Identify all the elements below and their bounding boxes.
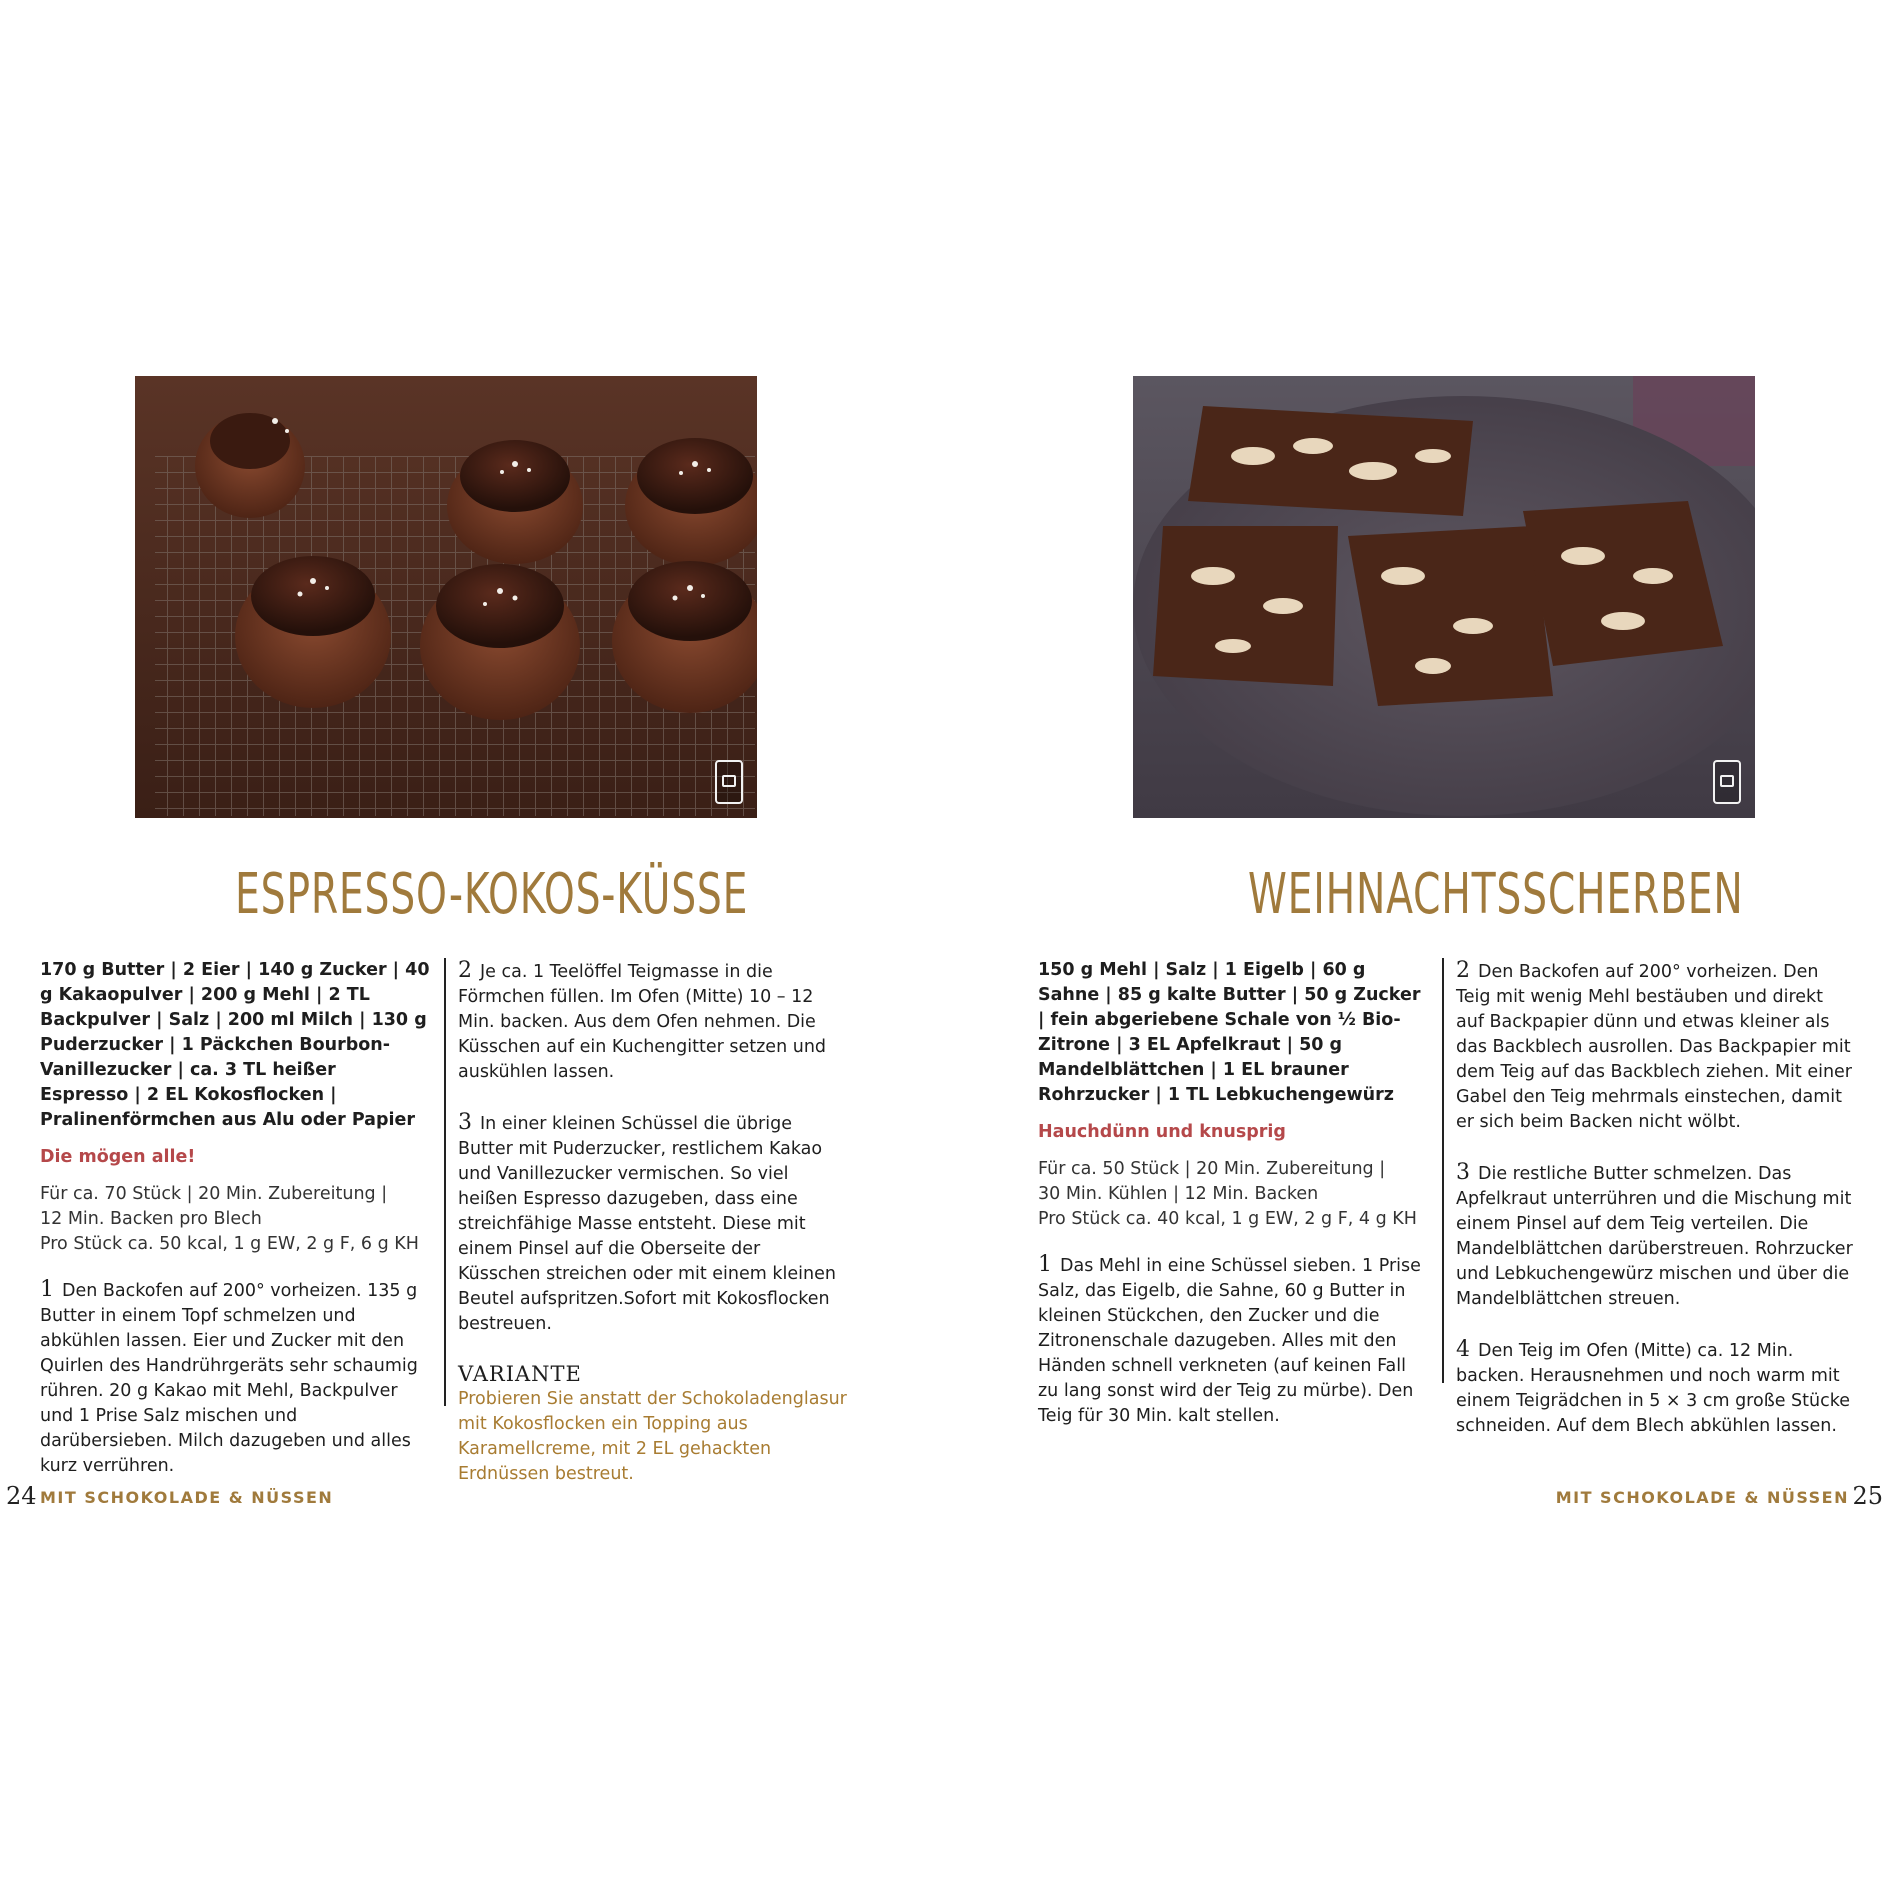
page-number-left: 24 (6, 1482, 37, 1510)
chapter-footer-left: MIT SCHOKOLADE & NÜSSEN (40, 1488, 334, 1507)
variant-heading: VARIANTE (458, 1362, 582, 1386)
recipe-title-right: WEIHNACHTSSCHERBEN (1248, 862, 1744, 927)
step-4-right: 4 Den Teig im Ofen (Mitte) ca. 12 Min. backen. Herausnehmen und noch warm mit einem Teigrädchen in 5 × 3 cm große Stücke schneiden. Auf dem Blech abkühlen lassen. (1456, 1337, 1851, 1436)
step-2-left: 2 Je ca. 1 Teelöffel Teigmasse in die Förmchen füllen. Im Ofen (Mitte) 10 – 12 Min. backen. Aus dem Ofen nehmen. Die Küsschen auf ein Kuchengitter setzen und auskühlen lassen. (458, 958, 827, 1082)
column-divider (444, 958, 446, 1406)
page-number-right: 25 (1852, 1482, 1883, 1510)
smartphone-camera-icon (715, 760, 743, 804)
smartphone-camera-icon (1713, 760, 1741, 804)
column-divider (1442, 958, 1444, 1383)
step-3-left: 3 In einer kleinen Schüssel die übrige Butter mit Puderzucker, restlichem Kakao und Vanillezucker vermischen. So viel heißen Espresso dazugeben, dass eine streichfähige Masse entsteht. Diese mit einem Pinsel auf die Oberseite der Küsschen streichen oder mit einem kleinen Beutel aufspritzen.Sofort mit Kokosflocken bestreuen. (458, 1110, 836, 1334)
cupcakes-photo (135, 376, 757, 818)
meta-right: Für ca. 50 Stück | 20 Min. Zubereitung | 30 Min. Kühlen | 12 Min. Backen Pro Stück ca. 40 kcal, 1 g EW, 2 g F, 4 g KH (1038, 1159, 1417, 1229)
weihnachtsscherben-photo (1133, 376, 1755, 818)
right-column-2 (1456, 958, 1856, 1464)
recipe-title-left: ESPRESSO-KOKOS-KÜSSE (235, 862, 749, 927)
ingredients-left: 170 g Butter | 2 Eier | 140 g Zucker | 40 g Kakaopulver | 200 g Mehl | 2 TL Backpulver | Salz | 200 ml Milch | 130 g Puderzucker | 1 Päckchen Bourbon-Vanillezucker | ca. 3 TL heißer Espresso | 2 EL Kokosflocken | Pralinenförmchen aus Alu oder Papier (40, 960, 430, 1130)
step-1-right: 1 Das Mehl in eine Schüssel sieben. 1 Prise Salz, das Eigelb, die Sahne, 60 g Butter in kleinen Stückchen, den Zucker und die Zitronenschale dazugeben. Alles mit den Händen schnell verkneten (auf keinen Fall zu lang sonst wird der Teig zu mürbe). Den Teig für 30 Min. kalt stellen. (1038, 1252, 1421, 1426)
variant-text: Probieren Sie anstatt der Schokoladenglasur mit Kokosflocken ein Topping aus Karamellcreme, mit 2 EL gehackten Erdnüssen bestreut. (458, 1389, 847, 1484)
right-column-1 (1038, 958, 1430, 1454)
ingredients-right: 150 g Mehl | Salz | 1 Eigelb | 60 g Sahne | 85 g kalte Butter | 50 g Zucker | fein abgeriebene Schale von ½ Bio-Zitrone | 3 EL Apfelkraut | 50 g Mandelblättchen | 1 EL brauner Rohrzucker | 1 TL Lebkuchengewürz (1038, 960, 1421, 1105)
step-2-right: 2 Den Backofen auf 200° vorheizen. Den Teig mit wenig Mehl bestäuben und direkt auf Backpapier dünn und etwas kleiner als das Backblech ausrollen. Das Backpapier mit dem Teig auf das Backblech ziehen. Mit einer Gabel den Teig mehrmals einstechen, damit er sich beim Backen nicht wölbt. (1456, 958, 1853, 1132)
step-1-left: 1 Den Backofen auf 200° vorheizen. 135 g Butter in einem Topf schmelzen und abkühlen lassen. Eier und Zucker mit den Quirlen des Handrührgeräts sehr schaumig rühren. 20 g Kakao mit Mehl, Backpulver und 1 Prise Salz mischen und darübersieben. Milch dazugeben und alles kurz verrühren. (40, 1277, 418, 1476)
left-column-1 (40, 958, 430, 1504)
tagline-left: Die mögen alle! (40, 1147, 196, 1167)
meta-left: Für ca. 70 Stück | 20 Min. Zubereitung | 12 Min. Backen pro Blech Pro Stück ca. 50 kcal, 1 g EW, 2 g F, 6 g KH (40, 1184, 419, 1254)
chapter-footer-right: MIT SCHOKOLADE & NÜSSEN (1555, 1488, 1849, 1507)
left-column-2 (458, 958, 848, 1487)
step-3-right: 3 Die restliche Butter schmelzen. Das Apfelkraut unterrühren und die Mischung mit einem Pinsel auf dem Teig verteilen. Die Mandelblättchen darüberstreuen. Rohrzucker und Lebkuchengewürz mischen und über die Mandelblättchen streuen. (1456, 1160, 1853, 1309)
tagline-right: Hauchdünn und knusprig (1038, 1122, 1286, 1142)
